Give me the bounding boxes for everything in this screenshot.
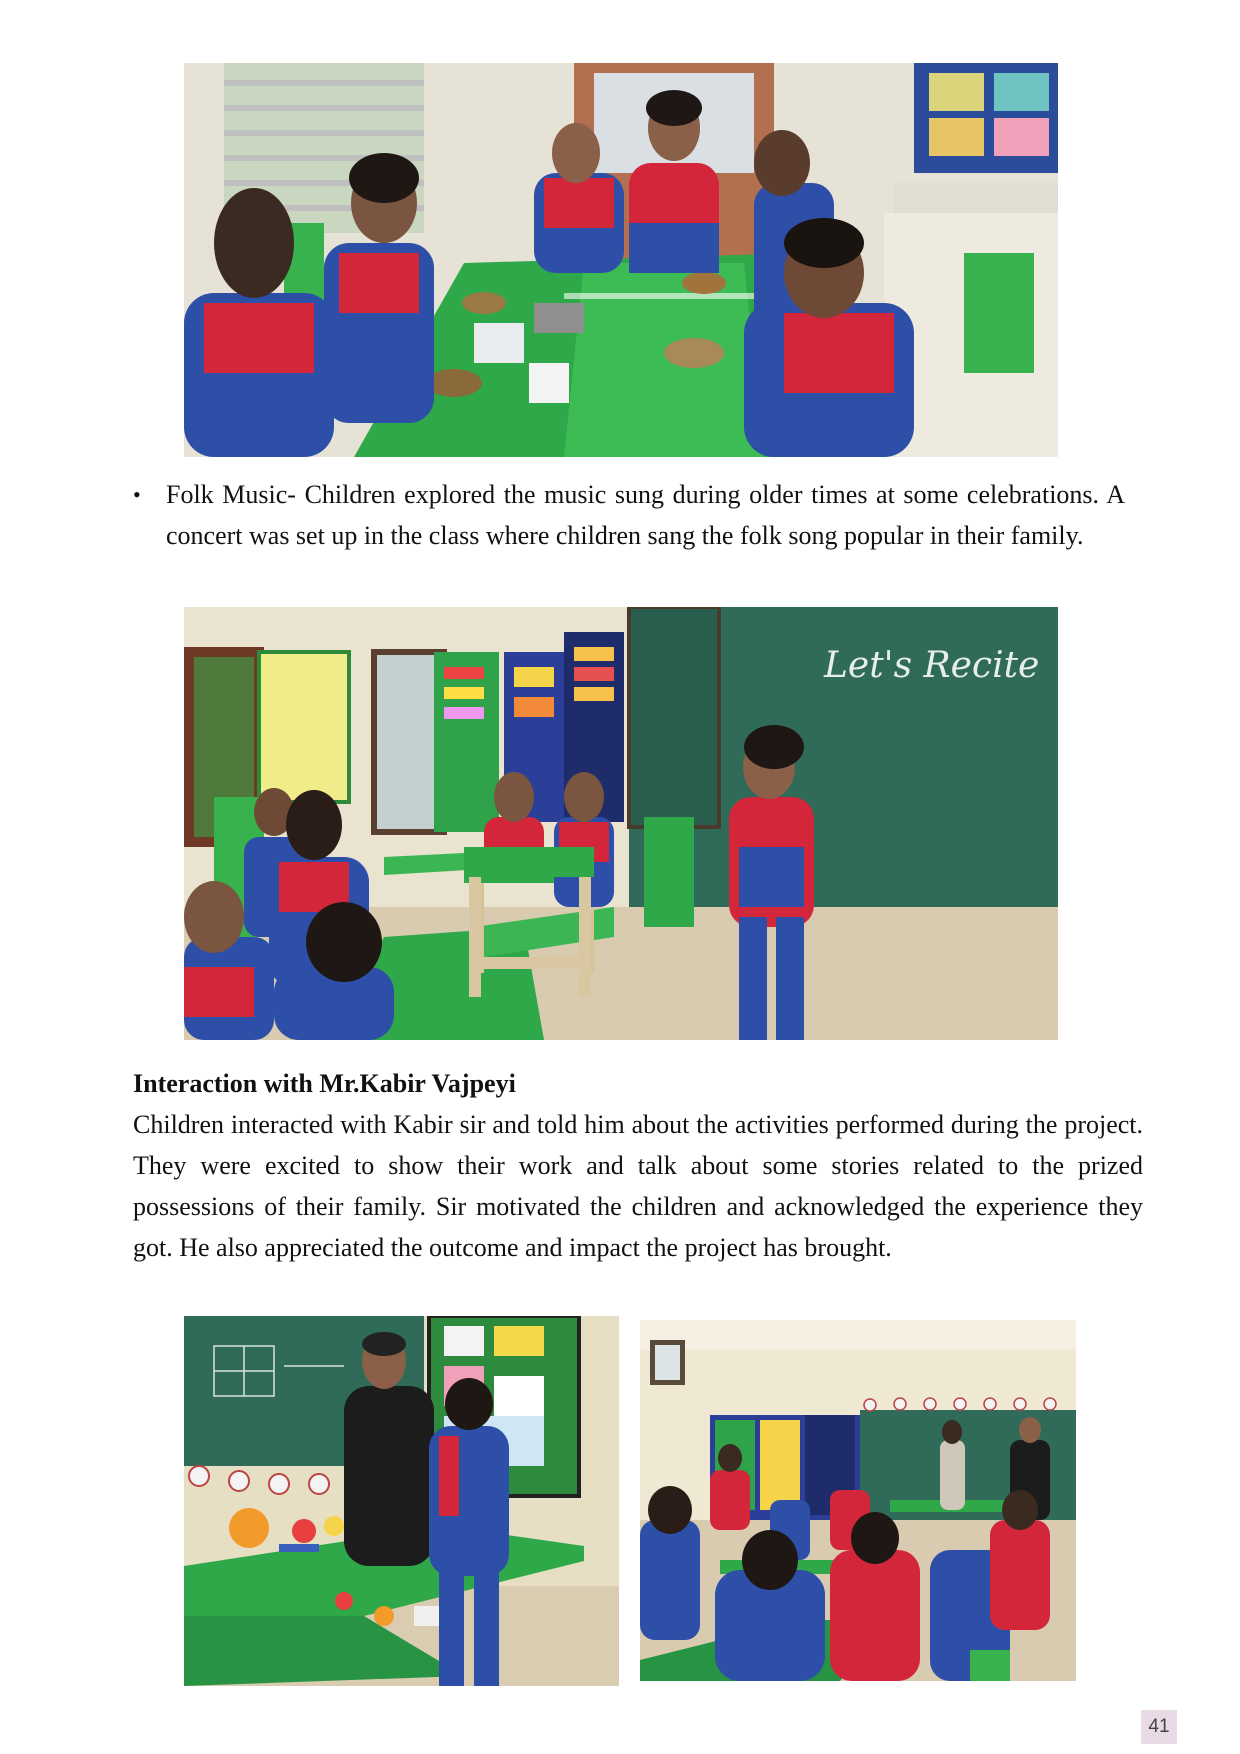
section-body: Children interacted with Kabir sir and told him about the activities performed during the project. They were excited to show their work and talk about some stories related to the prized possessions of their family. Sir motivated the children and acknowledged the experience they got. He also appreciated the outcome and impact the project has brought.	[133, 1110, 1143, 1262]
folk-music-bullet	[133, 474, 1125, 556]
photo-children-at-table	[184, 63, 1058, 457]
photo-girl-reciting	[184, 607, 1058, 1040]
section-heading: Interaction with Mr.Kabir Vajpeyi	[133, 1069, 516, 1098]
page-number: 41	[1141, 1710, 1177, 1744]
bullet-marker: •	[133, 482, 141, 507]
board-text-lets-recite: Let's Recite	[824, 645, 1040, 686]
folk-music-text: Folk Music- Children explored the music sung during older times at some celebrations. A concert was set up in the class where children sang the folk song popular in their family.	[166, 480, 1125, 550]
photo-kabir-sir-with-child	[184, 1316, 619, 1686]
photo-classroom-visit	[640, 1320, 1076, 1681]
